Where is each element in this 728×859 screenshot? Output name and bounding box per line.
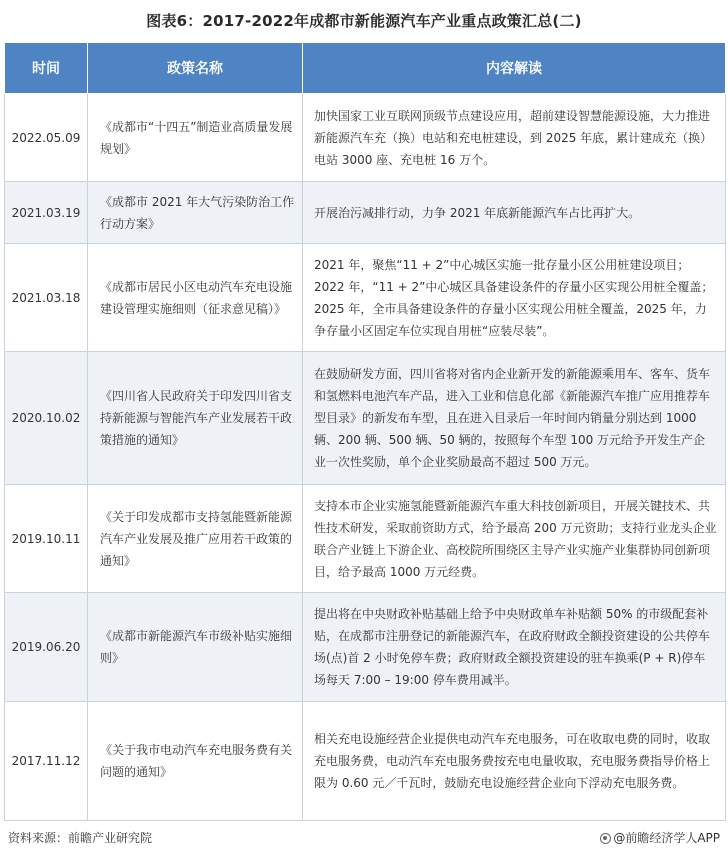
table-row bbox=[5, 352, 726, 485]
policy-table bbox=[4, 42, 726, 821]
policy-name: 《关于印发成都市支持氢能暨新能源汽车产业发展及推广应用若干政策的通知》 bbox=[88, 485, 303, 593]
policy-date: 2020.10.02 bbox=[5, 352, 88, 485]
policy-content: 相关充电设施经营企业提供电动汽车充电服务，可在收取电费的同时，收取充电服务费，电动汽车充电服务费按充电电量收取，充电服务费指导价格上限为 0.60 元／千瓦时，鼓励充电设施经营企业向下浮动充电服务费。 bbox=[303, 702, 726, 821]
table-header-row bbox=[5, 43, 726, 94]
policy-name: 《成都市“十四五”制造业高质量发展规划》 bbox=[88, 94, 303, 182]
policy-name: 《成都市 2021 年大气污染防治工作行动方案》 bbox=[88, 182, 303, 244]
policy-name: 《关于我市电动汽车充电服务费有关问题的通知》 bbox=[88, 702, 303, 821]
policy-content: 2021 年，聚焦“11 + 2”中心城区实施一批存量小区公用桩建设项目；2022 年，“11 + 2”中心城区具备建设条件的存量小区实现公用桩全覆盖；2025 年，全市具备建设条件的存量小区实现公用桩全覆盖，2025 年，力争存量小区固定车位实现自用桩“应装尽装”。 bbox=[303, 244, 726, 352]
policy-name: 《成都市新能源汽车市级补贴实施细则》 bbox=[88, 593, 303, 702]
policy-content: 加快国家工业互联网顶级节点建设应用，超前建设智慧能源设施，大力推进新能源汽车充（换）电站和充电桩建设，到 2025 年底，累计建成充（换）电站 3000 座、充电桩 16 万个。 bbox=[303, 94, 726, 182]
table-row bbox=[5, 593, 726, 702]
column-header-date: 时间 bbox=[5, 43, 88, 94]
policy-content: 提出将在中央财政补贴基础上给予中央财政单车补贴额 50% 的市级配套补贴，在成都市注册登记的新能源汽车，在政府财政全额投资建设的公共停车场(点)首 2 小时免停车费；政府财政全额投资建设的驻车换乘(P + R)停车场每天 7:00 – 19:00 停车费用减半。 bbox=[303, 593, 726, 702]
brand-credit bbox=[600, 829, 720, 846]
policy-date: 2021.03.19 bbox=[5, 182, 88, 244]
brand-credit-text: @前瞻经济学人APP bbox=[613, 831, 720, 845]
source-note: 资料来源：前瞻产业研究院 bbox=[8, 831, 153, 845]
policy-content: 开展治污减排行动，力争 2021 年底新能源汽车占比再扩大。 bbox=[303, 182, 726, 244]
brand-logo-icon bbox=[600, 833, 611, 844]
policy-content: 在鼓励研发方面，四川省将对省内企业新开发的新能源乘用车、客车、货车和氢燃料电池汽车产品，进入工业和信息化部《新能源汽车推广应用推荐车型目录》的新发布车型，且在进入目录后一年时间内销量分别达到 1000 辆、200 辆、500 辆、50 辆的，按照每个车型 100 万元给予开发生产企业一次性奖励，单个企业奖励最高不超过 500 万元。 bbox=[303, 352, 726, 485]
column-header-content: 内容解读 bbox=[303, 43, 726, 94]
chart-title: 图表6：2017-2022年成都市新能源汽车产业重点政策汇总(二) bbox=[146, 12, 582, 30]
policy-name: 《成都市居民小区电动汽车充电设施建设管理实施细则（征求意见稿）》 bbox=[88, 244, 303, 352]
policy-name: 《四川省人民政府关于印发四川省支持新能源与智能汽车产业发展若干政策措施的通知》 bbox=[88, 352, 303, 485]
policy-date: 2019.10.11 bbox=[5, 485, 88, 593]
table-row bbox=[5, 182, 726, 244]
table-row bbox=[5, 94, 726, 182]
policy-content: 支持本市企业实施氢能暨新能源汽车重大科技创新项目，开展关键技术、共性技术研发，采取前资助方式，给予最高 200 万元资助；支持行业龙头企业联合产业链上下游企业、高校院所围绕区主导产业实施产业集群协同创新项目，给予最高 1000 万元经费。 bbox=[303, 485, 726, 593]
table-row bbox=[5, 485, 726, 593]
policy-date: 2017.11.12 bbox=[5, 702, 88, 821]
table-row bbox=[5, 244, 726, 352]
policy-date: 2022.05.09 bbox=[5, 94, 88, 182]
column-header-policy-name: 政策名称 bbox=[88, 43, 303, 94]
policy-date: 2021.03.18 bbox=[5, 244, 88, 352]
policy-date: 2019.06.20 bbox=[5, 593, 88, 702]
table-row bbox=[5, 702, 726, 821]
